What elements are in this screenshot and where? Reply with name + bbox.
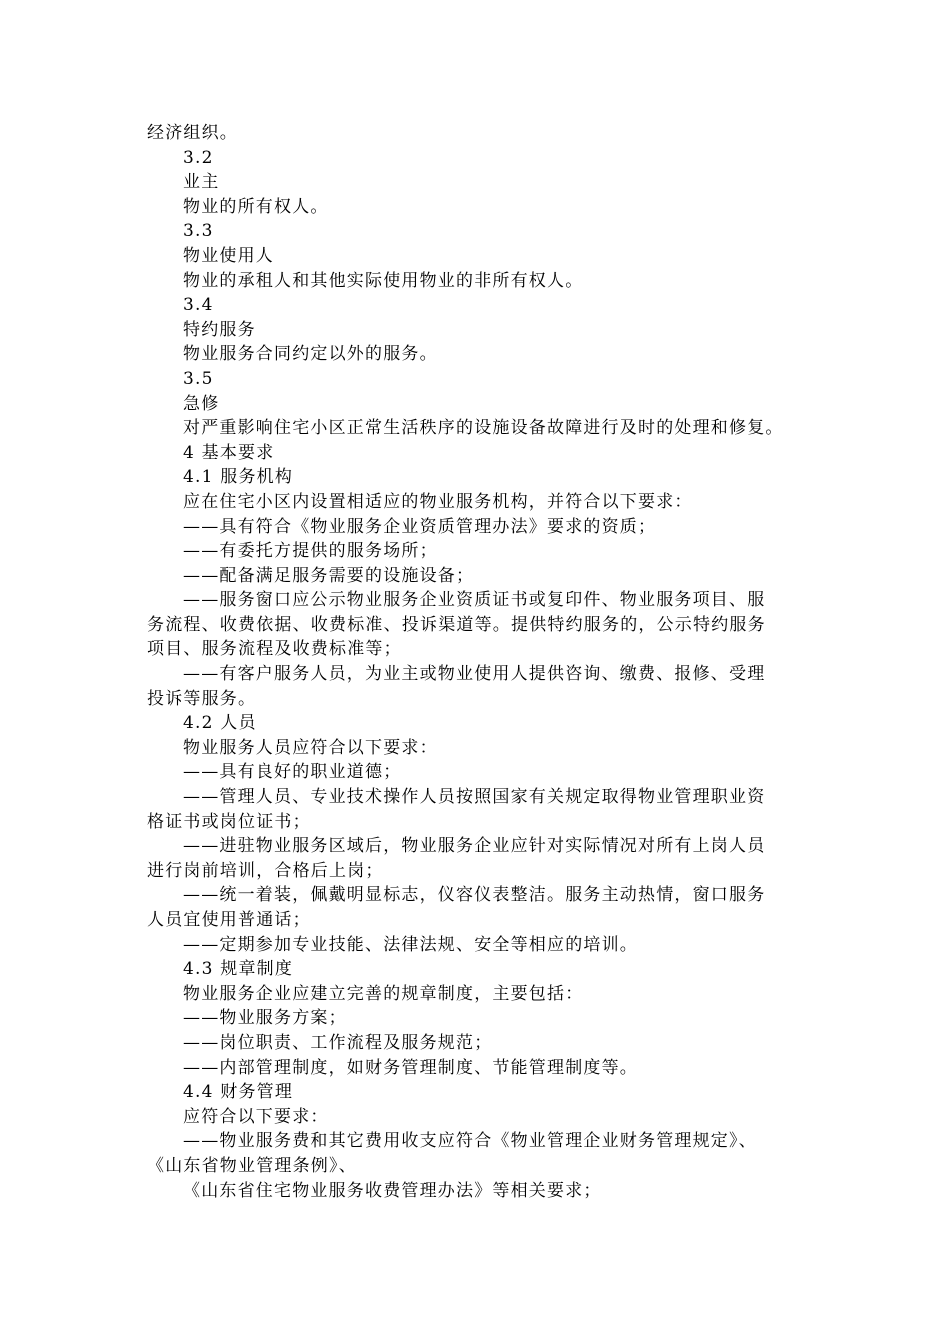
text-line: 3.3 xyxy=(183,221,214,242)
text-line: ——具有符合《物业服务企业资质管理办法》要求的资质； xyxy=(183,516,657,537)
text-line: 物业的所有权人。 xyxy=(183,196,329,217)
text-line: 投诉等服务。 xyxy=(147,688,257,709)
text-line: ——岗位职责、工作流程及服务规范； xyxy=(183,1032,493,1053)
text-line: ——内部管理制度，如财务管理制度、节能管理制度等。 xyxy=(183,1057,638,1078)
text-line: ——统一着装，佩戴明显标志，仪容仪表整洁。服务主动热情，窗口服务 xyxy=(183,885,766,906)
text-line: 4.4 财务管理 xyxy=(183,1082,294,1103)
text-line: ——具有良好的职业道德； xyxy=(183,762,402,783)
text-line: 物业服务企业应建立完善的规章制度，主要包括： xyxy=(183,983,584,1004)
text-line: 务流程、收费依据、收费标准、投诉渠道等。提供特约服务的，公示特约服务 xyxy=(147,614,766,635)
text-line: 格证书或岗位证书； xyxy=(147,811,311,832)
text-line: 物业服务人员应符合以下要求： xyxy=(183,737,438,758)
text-line: 业主 xyxy=(183,172,220,193)
text-line: ——有委托方提供的服务场所； xyxy=(183,541,438,562)
text-line: 3.2 xyxy=(183,147,214,168)
text-line: 对严重影响住宅小区正常生活秩序的设施设备故障进行及时的处理和修复。 xyxy=(183,418,784,439)
text-line: 4 基本要求 xyxy=(183,442,275,463)
text-line: 3.4 xyxy=(183,295,214,316)
text-line: ——物业服务费和其它费用收支应符合《物业管理企业财务管理规定》、 xyxy=(183,1131,757,1152)
text-line: 4.2 人员 xyxy=(183,713,257,734)
text-line: 3.5 xyxy=(183,368,214,389)
text-line: 4.1 服务机构 xyxy=(183,467,294,488)
text-line: 物业使用人 xyxy=(183,245,274,266)
text-line: ——管理人员、专业技术操作人员按照国家有关规定取得物业管理职业资 xyxy=(183,787,766,808)
text-line: 《山东省物业管理条例》、 xyxy=(147,1155,357,1176)
text-line: ——配备满足服务需要的设施设备； xyxy=(183,565,475,586)
document-body xyxy=(0,121,950,1203)
text-line: 物业的承租人和其他实际使用物业的非所有权人。 xyxy=(183,270,584,291)
text-line: 进行岗前培训，合格后上岗； xyxy=(147,860,384,881)
text-line: 项目、服务流程及收费标准等； xyxy=(147,639,402,660)
text-line: 应在住宅小区内设置相适应的物业服务机构，并符合以下要求： xyxy=(183,491,693,512)
text-line: ——服务窗口应公示物业服务企业资质证书或复印件、物业服务项目、服 xyxy=(183,590,766,611)
text-line: 应符合以下要求： xyxy=(183,1106,329,1127)
text-line: ——进驻物业服务区域后，物业服务企业应针对实际情况对所有上岗人员 xyxy=(183,836,766,857)
text-line: 经济组织。 xyxy=(147,123,238,143)
text-line: 特约服务 xyxy=(183,319,256,340)
text-line: ——定期参加专业技能、法律法规、安全等相应的培训。 xyxy=(183,934,638,955)
text-line: ——物业服务方案； xyxy=(183,1008,347,1029)
text-line: 4.3 规章制度 xyxy=(183,959,294,980)
text-line: ——有客户服务人员，为业主或物业使用人提供咨询、缴费、报修、受理 xyxy=(183,664,766,685)
text-line: 物业服务合同约定以外的服务。 xyxy=(183,344,438,365)
text-line: 《山东省住宅物业服务收费管理办法》等相关要求； xyxy=(183,1180,602,1201)
text-line: 急修 xyxy=(183,393,220,414)
text-line: 人员宜使用普通话； xyxy=(147,910,311,930)
